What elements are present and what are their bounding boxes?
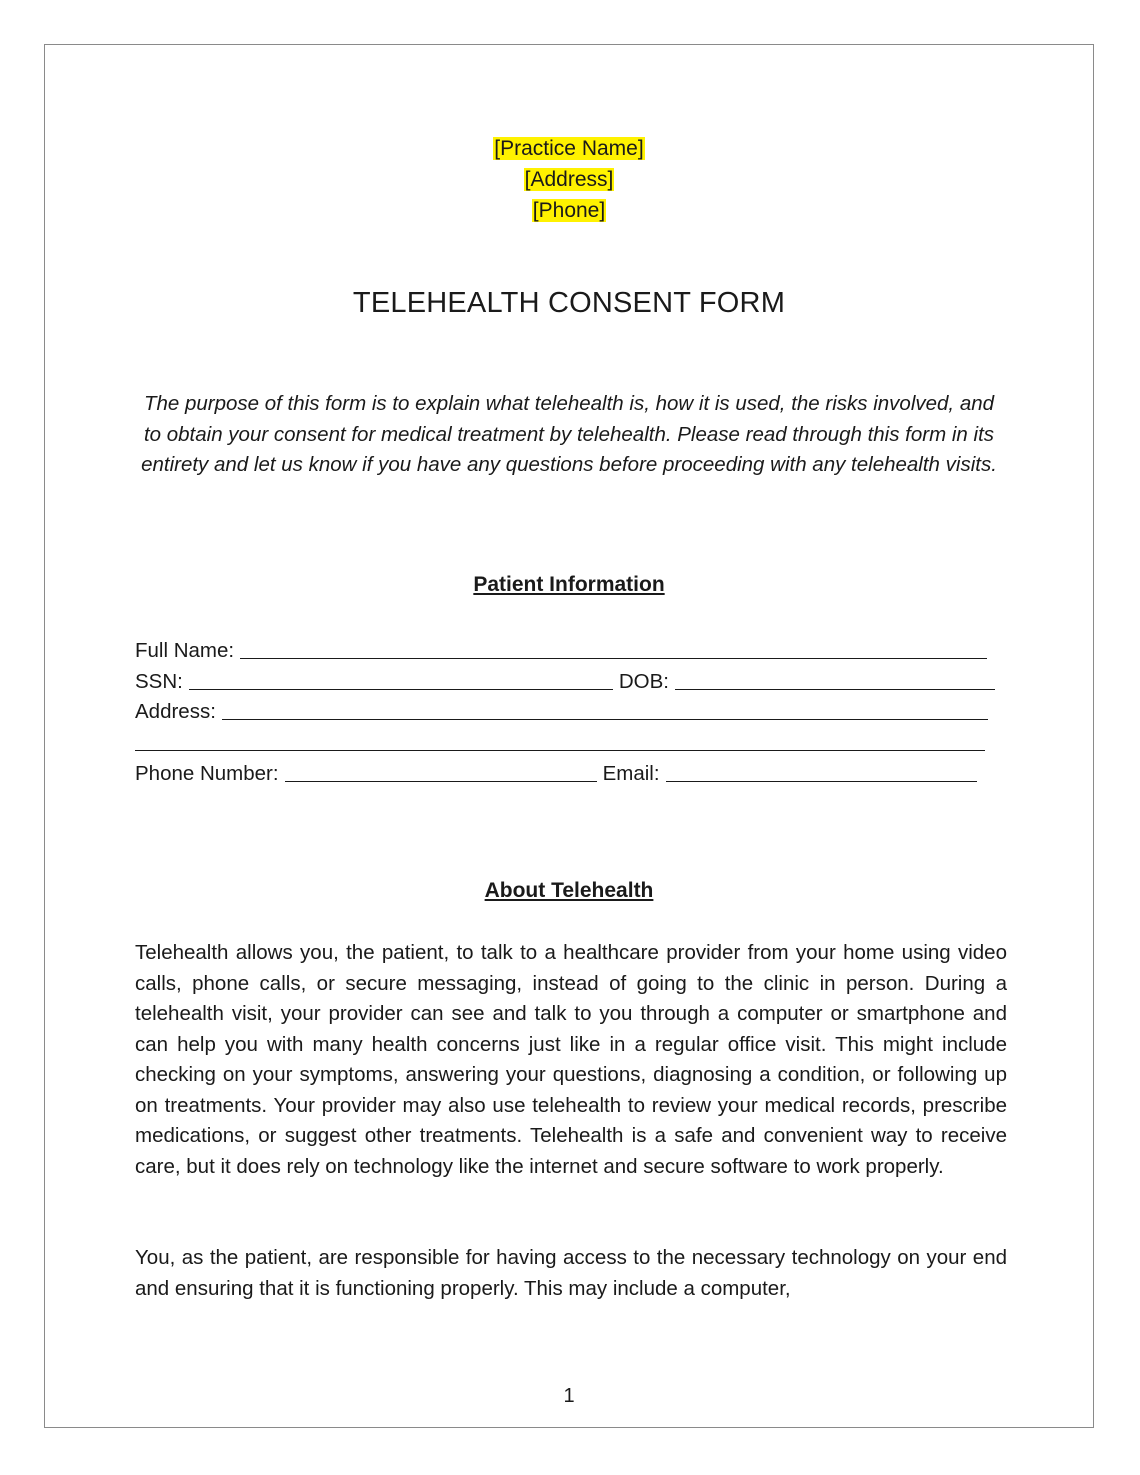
phone-number-field[interactable]	[285, 759, 597, 782]
full-name-field[interactable]	[240, 636, 987, 659]
about-telehealth-heading: About Telehealth	[484, 879, 654, 902]
dob-field[interactable]	[675, 667, 995, 690]
address-row	[135, 694, 988, 724]
practice-header	[45, 133, 1093, 226]
dob-label: DOB:	[618, 670, 669, 693]
email-label: Email:	[602, 762, 660, 785]
about-paragraph-2: You, as the patient, are responsible for having access to the necessary technology on your end and ensuring that it is functioning properly. This may include a computer,	[135, 1246, 1007, 1300]
address-label: Address:	[135, 700, 216, 723]
address-line-2-row	[135, 725, 985, 755]
ssn-field[interactable]	[189, 667, 613, 690]
about-paragraph-1: Telehealth allows you, the patient, to talk to a healthcare provider from your home using video calls, phone calls, or secure messaging, instead of going to the clinic in person. During a telehealth visit, your provider can see and talk to you through a computer or smartphone and can help you with many health concerns just like in a regular office visit. This might include checking on your symptoms, answering your questions, diagnosing a condition, or following up on treatments. Your provider may also use telehealth to review your medical records, prescribe medications, or suggest other treatments. Telehealth is a safe and convenient way to receive care, but it does rely on technology like the internet and secure software to work properly.	[135, 941, 1007, 1178]
email-field[interactable]	[666, 759, 977, 782]
full-name-label: Full Name:	[135, 639, 235, 662]
page-number: 1	[563, 1385, 575, 1407]
address-placeholder: [Address]	[524, 168, 614, 191]
patient-information-heading: Patient Information	[473, 573, 665, 596]
full-name-row	[135, 633, 987, 663]
address-line-2-field[interactable]	[135, 728, 985, 751]
intro-paragraph: The purpose of this form is to explain what telehealth is, how it is used, the risks involved, and to obtain your consent for medical treatment by telehealth. Please read through this form in its entirety and let us know if you have any questions before proceeding with any telehealth visits.	[141, 392, 997, 476]
phone-email-row	[135, 756, 977, 786]
phone-number-label: Phone Number:	[135, 762, 279, 785]
practice-name-placeholder: [Practice Name]	[494, 137, 644, 160]
address-field[interactable]	[222, 697, 988, 720]
ssn-dob-row	[135, 664, 995, 694]
document-page	[44, 44, 1094, 1428]
ssn-label: SSN:	[135, 670, 183, 693]
document-title: TELEHEALTH CONSENT FORM	[352, 287, 786, 319]
phone-placeholder: [Phone]	[532, 199, 606, 222]
